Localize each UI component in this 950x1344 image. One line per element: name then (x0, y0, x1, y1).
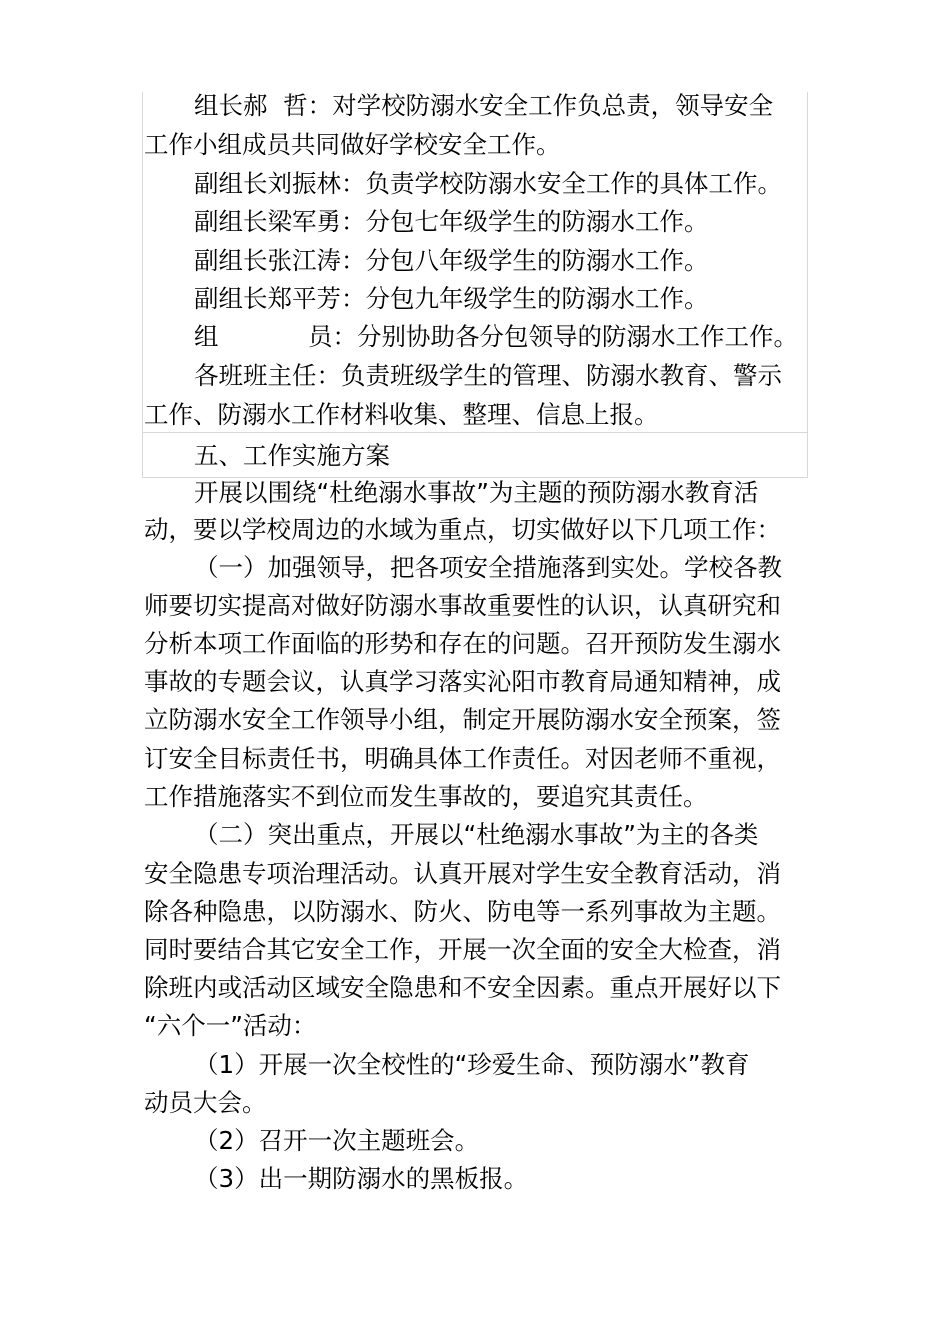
text-line: （二）突出重点，开展以“杜绝溺水事故”为主的各类 (194, 820, 759, 849)
text-line: 除班内或活动区域安全隐患和不安全因素。重点开展好以下 (144, 973, 781, 1002)
text-line: 动员大会。 (144, 1088, 267, 1117)
text-line: 副组长张江涛：分包八年级学生的防溺水工作。 (194, 246, 709, 275)
text-line: 组长郝 哲：对学校防溺水安全工作负总责，领导安全 (194, 91, 774, 120)
text-line: 员：分别协助各分包领导的防溺水工作工作。 (308, 322, 798, 351)
text-line: 安全隐患专项治理活动。认真开展对学生安全教育活动，消 (144, 859, 781, 888)
text-line: （3）出一期防溺水的黑板报。 (194, 1164, 529, 1193)
text-line: （1）开展一次全校性的“珍爱生命、预防溺水”教育 (194, 1050, 750, 1079)
text-line: （一）加强领导，把各项安全措施落到实处。学校各教 (194, 553, 782, 582)
text-line: 事故的专题会议，认真学习落实沁阳市教育局通知精神，成 (144, 667, 781, 696)
text-line: 组 (194, 322, 219, 351)
text-line: 副组长梁军勇：分包七年级学生的防溺水工作。 (194, 207, 709, 236)
text-line: 动，要以学校周边的水域为重点，切实做好以下几项工作： (144, 515, 781, 544)
text-line: 副组长刘振林：负责学校防溺水安全工作的具体工作。 (194, 169, 782, 198)
text-line: 开展以围绕“杜绝溺水事故”为主题的预防溺水教育活 (194, 478, 759, 507)
text-line: 分析本项工作面临的形势和存在的问题。召开预防发生溺水 (144, 629, 781, 658)
text-line: 工作、防溺水工作材料收集、整理、信息上报。 (144, 400, 659, 429)
text-line: 订安全目标责任书，明确具体工作责任。对因老师不重视， (144, 744, 781, 773)
text-line: 工作措施落实不到位而发生事故的，要追究其责任。 (144, 782, 708, 811)
text-line: “六个一”活动： (144, 1011, 317, 1040)
text-line: 各班班主任：负责班级学生的管理、防溺水教育、警示 (194, 361, 782, 390)
text-line: 工作小组成员共同做好学校安全工作。 (144, 130, 561, 159)
text-line: 同时要结合其它安全工作，开展一次全面的安全大检查，消 (144, 935, 781, 964)
text-line: 师要切实提高对做好防溺水事故重要性的认识，认真研究和 (144, 591, 781, 620)
text-line: 副组长郑平芳：分包九年级学生的防溺水工作。 (194, 284, 709, 313)
text-line: 除各种隐患，以防溺水、防火、防电等一系列事故为主题。 (144, 897, 781, 926)
section-heading: 五、工作实施方案 (194, 441, 390, 470)
text-line: （2）召开一次主题班会。 (194, 1126, 480, 1155)
text-line: 立防溺水安全工作领导小组，制定开展防溺水安全预案，签 (144, 705, 781, 734)
